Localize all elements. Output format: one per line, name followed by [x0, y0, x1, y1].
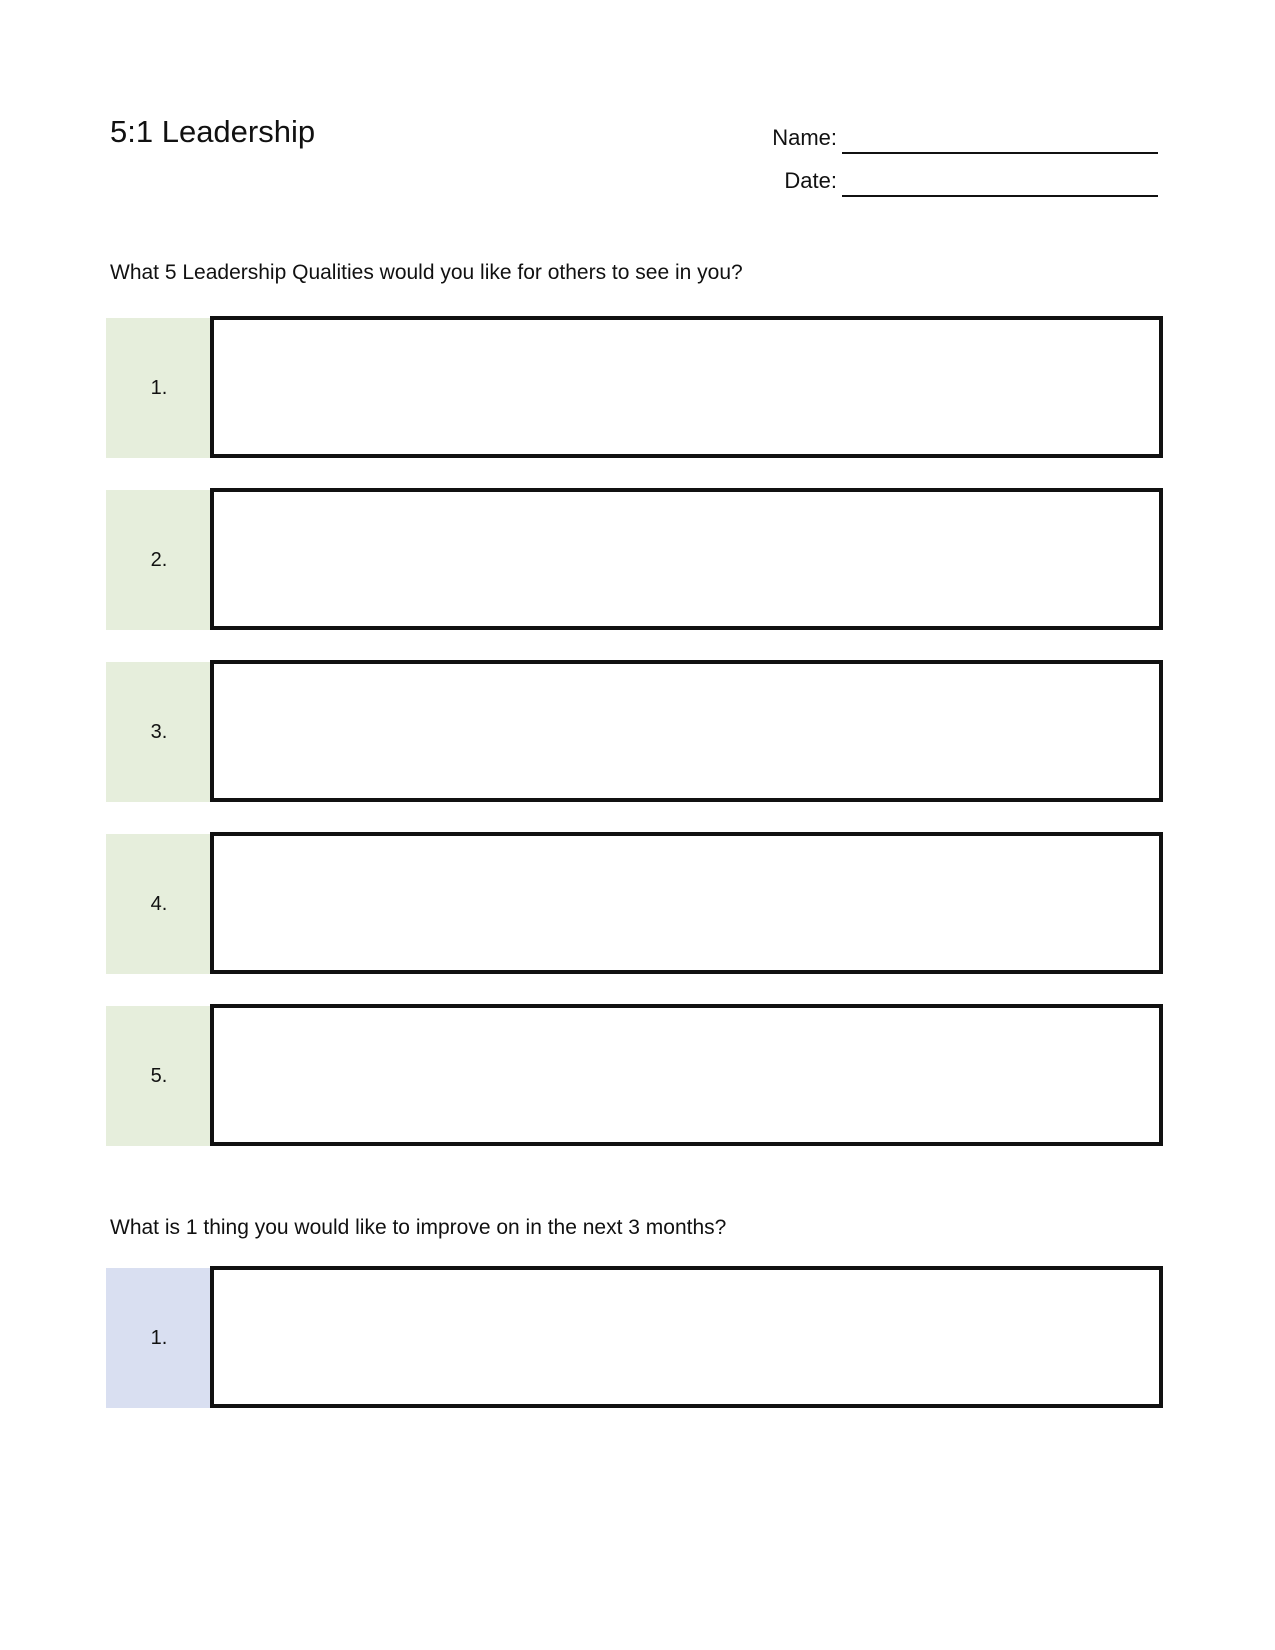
quality-number-cell: [106, 318, 212, 458]
quality-entry-2: [106, 488, 1163, 630]
improvement-number-cell: [106, 1268, 212, 1408]
improvement-answer-box-1[interactable]: [210, 1266, 1163, 1408]
quality-answer-box-4[interactable]: [210, 832, 1163, 974]
quality-number-cell: [106, 1006, 212, 1146]
leadership-qualities-question: What 5 Leadership Qualities would you like for others to see in you?: [110, 261, 743, 284]
quality-number: 1.: [150, 377, 168, 399]
quality-number-cell: [106, 662, 212, 802]
date-field-row: [700, 160, 1160, 200]
quality-entry-3: [106, 660, 1163, 802]
quality-number-cell: [106, 490, 212, 630]
quality-answer-box-5[interactable]: [210, 1004, 1163, 1146]
quality-entry-1: [106, 316, 1163, 458]
quality-number-cell: [106, 834, 212, 974]
name-field[interactable]: [842, 152, 1158, 154]
quality-number: 5.: [150, 1065, 168, 1087]
improvement-number: 1.: [150, 1327, 168, 1349]
improvement-entry-1: [106, 1266, 1163, 1408]
date-field[interactable]: [842, 195, 1158, 197]
quality-entry-5: [106, 1004, 1163, 1146]
page-title: 5:1 Leadership: [110, 114, 316, 149]
quality-number: 4.: [150, 893, 168, 915]
quality-entry-4: [106, 832, 1163, 974]
quality-answer-box-3[interactable]: [210, 660, 1163, 802]
quality-number: 2.: [150, 549, 168, 571]
quality-number: 3.: [150, 721, 168, 743]
date-label: Date:: [784, 168, 837, 193]
quality-answer-box-1[interactable]: [210, 316, 1163, 458]
name-field-row: [700, 117, 1160, 157]
quality-answer-box-2[interactable]: [210, 488, 1163, 630]
improvement-question: What is 1 thing you would like to improve on in the next 3 months?: [110, 1216, 727, 1239]
name-label: Name:: [772, 125, 837, 150]
